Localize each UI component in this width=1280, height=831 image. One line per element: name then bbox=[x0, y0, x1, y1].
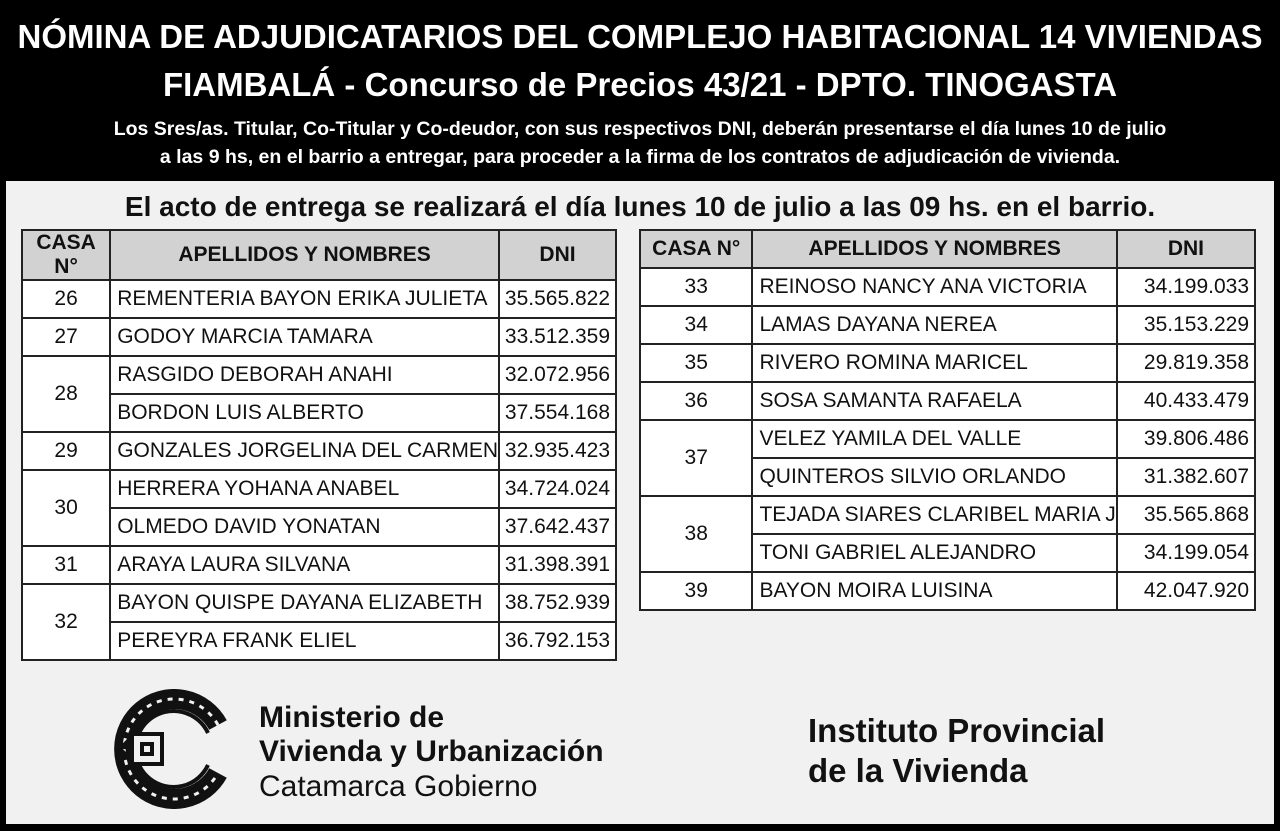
adjudicatario-name: GONZALES JORGELINA DEL CARMEN bbox=[110, 432, 499, 470]
adjudicatario-dni: 36.792.153 bbox=[499, 622, 616, 660]
table-body-left bbox=[22, 280, 616, 660]
header bbox=[0, 0, 1280, 180]
adjudicatario-name: TONI GABRIEL ALEJANDRO bbox=[752, 534, 1116, 572]
adjudicatario-name: QUINTEROS SILVIO ORLANDO bbox=[752, 458, 1116, 496]
table-row bbox=[22, 394, 616, 432]
casa-number: 36 bbox=[640, 382, 752, 420]
title-line-2: FIAMBALÁ - Concurso de Precios 43/21 - DPTO. TINOGASTA bbox=[162, 66, 1118, 103]
casa-number: 39 bbox=[640, 572, 752, 610]
casa-number: 30 bbox=[22, 470, 110, 546]
table-row bbox=[22, 508, 616, 546]
adjudicatario-dni: 42.047.920 bbox=[1117, 572, 1255, 610]
table-row bbox=[22, 356, 616, 394]
column-header-dni: DNI bbox=[499, 230, 616, 280]
subtitle-line-2: a las 9 hs, en el barrio a entregar, para proceder a la firma de los contratos de adjudicación de vivienda. bbox=[159, 146, 1121, 168]
adjudicatario-name: GODOY MARCIA TAMARA bbox=[110, 318, 499, 356]
adjudicatario-dni: 37.642.437 bbox=[499, 508, 616, 546]
table-row bbox=[640, 268, 1255, 306]
subtitle-line-1: Los Sres/as. Titular, Co-Titular y Co-deudor, con sus respectivos DNI, deberán presentarse el día lunes 10 de julio bbox=[113, 118, 1167, 140]
instituto-block bbox=[808, 711, 1105, 791]
adjudicatario-name: BORDON LUIS ALBERTO bbox=[110, 394, 499, 432]
adjudicatario-dni: 32.935.423 bbox=[499, 432, 616, 470]
table-row bbox=[640, 496, 1255, 534]
column-header-casa: CASA N° bbox=[640, 230, 752, 268]
casa-number: 37 bbox=[640, 420, 752, 496]
adjudicatario-name: LAMAS DAYANA NEREA bbox=[752, 306, 1116, 344]
casa-number: 35 bbox=[640, 344, 752, 382]
ministerio-line-3: Catamarca Gobierno bbox=[259, 770, 538, 803]
adjudicatario-name: VELEZ YAMILA DEL VALLE bbox=[752, 420, 1116, 458]
adjudicatario-dni: 40.433.479 bbox=[1117, 382, 1255, 420]
adjudicatario-dni: 34.199.033 bbox=[1117, 268, 1255, 306]
adjudicatario-dni: 37.554.168 bbox=[499, 394, 616, 432]
table-row bbox=[640, 382, 1255, 420]
casa-number: 34 bbox=[640, 306, 752, 344]
table-header-row bbox=[22, 230, 616, 280]
instituto-line-2: de la Vivienda bbox=[808, 752, 1028, 789]
adjudicatario-dni: 34.724.024 bbox=[499, 470, 616, 508]
adjudicatario-name: TEJADA SIARES CLARIBEL MARIA J bbox=[752, 496, 1116, 534]
ministerio-line-1: Ministerio de bbox=[259, 701, 445, 734]
table-body-right bbox=[640, 268, 1255, 610]
ministerio-block bbox=[259, 701, 604, 805]
adjudicatario-name: BAYON MOIRA LUISINA bbox=[752, 572, 1116, 610]
adjudicatario-dni: 29.819.358 bbox=[1117, 344, 1255, 382]
casa-number: 29 bbox=[22, 432, 110, 470]
adjudicatario-dni: 31.398.391 bbox=[499, 546, 616, 584]
adjudicatario-name: RIVERO ROMINA MARICEL bbox=[752, 344, 1116, 382]
table-row bbox=[640, 420, 1255, 458]
adjudicatario-name: BAYON QUISPE DAYANA ELIZABETH bbox=[110, 584, 499, 622]
adjudicatario-name: HERRERA YOHANA ANABEL bbox=[110, 470, 499, 508]
adjudicatario-dni: 35.565.822 bbox=[499, 280, 616, 318]
casa-number: 33 bbox=[640, 268, 752, 306]
column-header-casa: CASA N° bbox=[22, 230, 110, 280]
table-row bbox=[640, 344, 1255, 382]
adjudicatario-dni: 35.153.229 bbox=[1117, 306, 1255, 344]
adjudicatario-dni: 34.199.054 bbox=[1117, 534, 1255, 572]
table-row bbox=[22, 432, 616, 470]
adjudicatario-name: REMENTERIA BAYON ERIKA JULIETA bbox=[110, 280, 499, 318]
casa-number: 26 bbox=[22, 280, 110, 318]
table-row bbox=[640, 306, 1255, 344]
casa-number: 38 bbox=[640, 496, 752, 572]
content-panel bbox=[6, 181, 1274, 824]
column-header-nombres: APELLIDOS Y NOMBRES bbox=[110, 230, 499, 280]
adjudicatario-dni: 31.382.607 bbox=[1117, 458, 1255, 496]
casa-number: 31 bbox=[22, 546, 110, 584]
table-row bbox=[22, 280, 616, 318]
adjudicatario-dni: 33.512.359 bbox=[499, 318, 616, 356]
casa-number: 32 bbox=[22, 584, 110, 660]
adjudicatarios-table-left bbox=[21, 229, 617, 661]
table-row bbox=[22, 584, 616, 622]
adjudicatario-dni: 35.565.868 bbox=[1117, 496, 1255, 534]
adjudicatario-name: SOSA SAMANTA RAFAELA bbox=[752, 382, 1116, 420]
adjudicatario-dni: 32.072.956 bbox=[499, 356, 616, 394]
casa-number: 27 bbox=[22, 318, 110, 356]
adjudicatario-name: PEREYRA FRANK ELIEL bbox=[110, 622, 499, 660]
table-row bbox=[22, 318, 616, 356]
adjudicatarios-table-right bbox=[639, 229, 1256, 611]
table-row bbox=[22, 622, 616, 660]
casa-number: 28 bbox=[22, 356, 110, 432]
adjudicatario-name: ARAYA LAURA SILVANA bbox=[110, 546, 499, 584]
table-row bbox=[22, 470, 616, 508]
ministerio-line-2: Vivienda y Urbanización bbox=[259, 735, 604, 768]
column-header-nombres: APELLIDOS Y NOMBRES bbox=[752, 230, 1116, 268]
catamarca-c-logo-icon bbox=[114, 689, 234, 809]
adjudicatario-dni: 38.752.939 bbox=[499, 584, 616, 622]
table-row bbox=[22, 546, 616, 584]
table-row bbox=[640, 572, 1255, 610]
instituto-line-1: Instituto Provincial bbox=[808, 712, 1106, 749]
adjudicatario-name: OLMEDO DAVID YONATAN bbox=[110, 508, 499, 546]
adjudicatario-name: RASGIDO DEBORAH ANAHI bbox=[110, 356, 499, 394]
adjudicatario-dni: 39.806.486 bbox=[1117, 420, 1255, 458]
column-header-dni: DNI bbox=[1117, 230, 1255, 268]
table-header-row bbox=[640, 230, 1255, 268]
adjudicatario-name: REINOSO NANCY ANA VICTORIA bbox=[752, 268, 1116, 306]
title-line-1: NÓMINA DE ADJUDICATARIOS DEL COMPLEJO HABITACIONAL 14 VIVIENDAS bbox=[17, 18, 1263, 55]
delivery-notice: El acto de entrega se realizará el día lunes 10 de julio a las 09 hs. en el barrio. bbox=[124, 191, 1156, 222]
